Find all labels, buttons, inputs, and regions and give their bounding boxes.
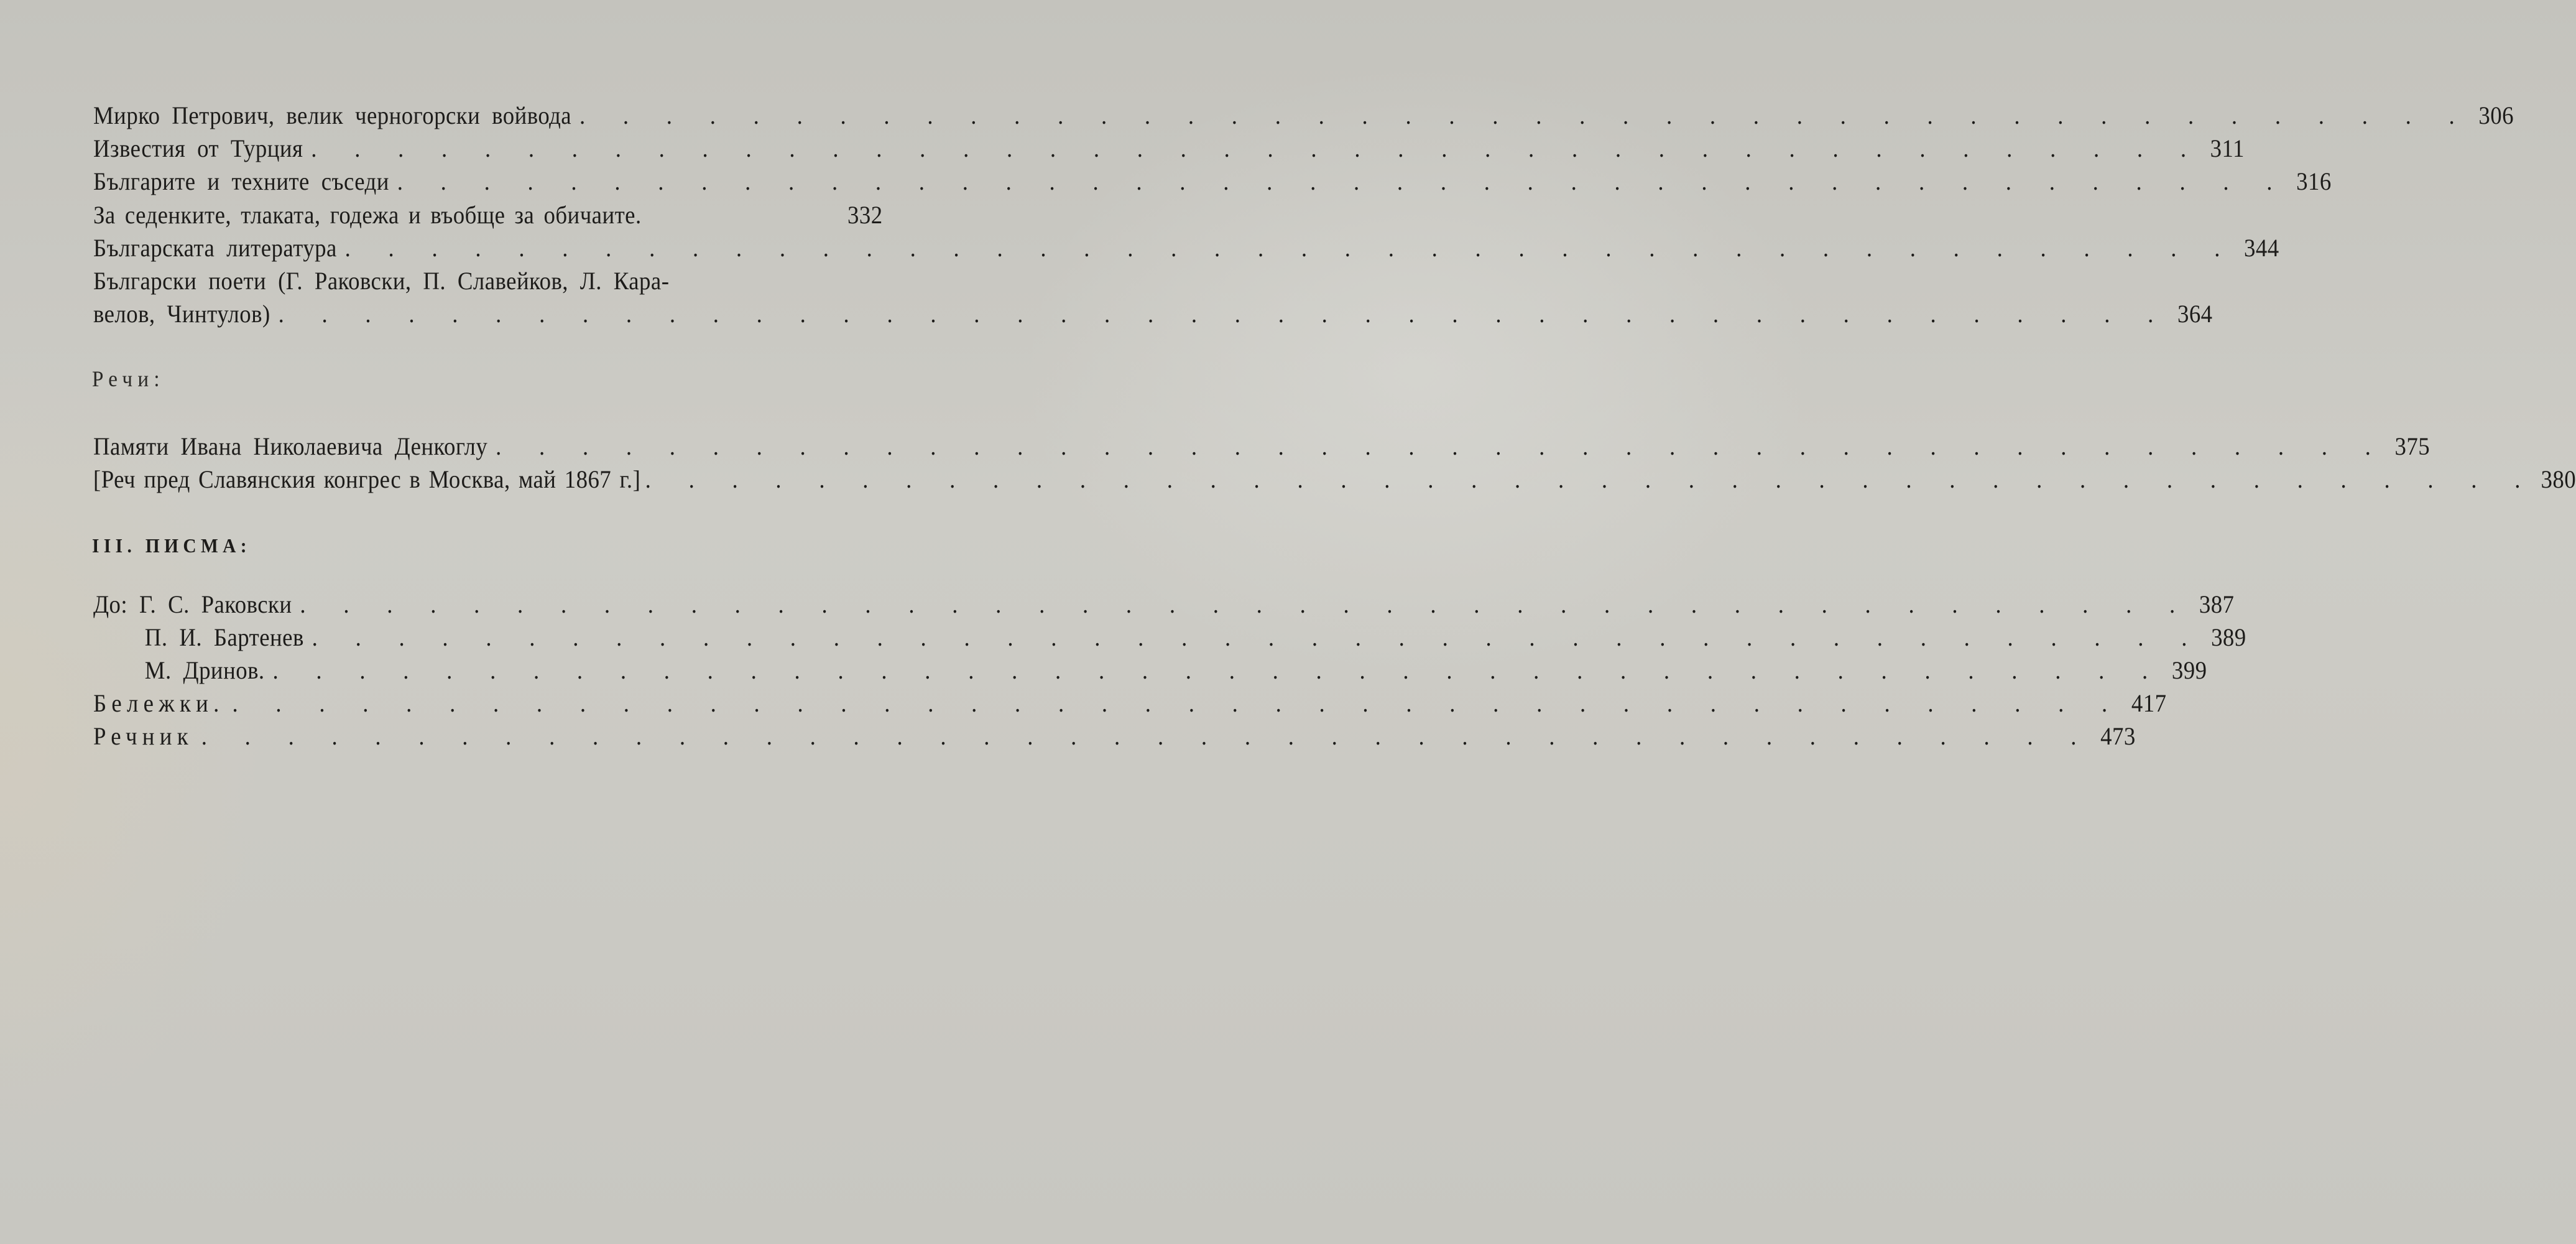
toc-entry-page: 306 bbox=[2478, 101, 2514, 129]
toc-entry-page: 417 bbox=[2131, 689, 2167, 717]
toc-entry-title: Речник bbox=[93, 722, 193, 750]
toc-entry-title: [Реч пред Славянския конгрес в Москва, май 1867 г.] bbox=[93, 465, 641, 493]
toc-entry-title-line1: Български поети (Г. Раковски, П. Славейков, Л. Кара- bbox=[93, 267, 670, 295]
toc-entry-title: М. Дринов. bbox=[144, 656, 265, 684]
toc-entry-title: Българската литература bbox=[93, 234, 337, 262]
toc-entry-page: 387 bbox=[2199, 590, 2235, 618]
toc-entry-title: До: Г. С. Раковски bbox=[93, 590, 292, 618]
toc-entry bbox=[93, 463, 2576, 496]
toc-entry-page: 380 bbox=[2541, 465, 2576, 493]
toc-entry-page: 311 bbox=[2210, 134, 2245, 162]
section-heading-speeches: Речи: bbox=[92, 366, 165, 391]
leader-dots: . . . . . . . . . . . . . . . . . . . . . . . . . . . . . . . . . . . . . . . . . . . . bbox=[272, 656, 2164, 684]
toc-entry bbox=[93, 165, 2332, 198]
leader-dots: . . . . . . . . . . . . . . . . . . . . . . . . . . . . . . . . . . . . . . . . . . . . bbox=[300, 590, 2191, 618]
toc-entry bbox=[93, 298, 2213, 330]
toc-entry-title: Памяти Ивана Николаевича Денкоглу bbox=[93, 432, 488, 460]
toc-entry-title: Бележки. bbox=[93, 689, 224, 717]
toc-entry-page: 316 bbox=[2296, 167, 2332, 195]
toc-entry-title: Известия от Турция bbox=[93, 134, 303, 162]
toc-entry bbox=[93, 100, 2514, 132]
toc-entry-line1 bbox=[93, 265, 883, 297]
toc-entry-page: 375 bbox=[2394, 432, 2431, 460]
toc-entry-title: П. И. Бартенев bbox=[144, 623, 304, 651]
toc-entry bbox=[93, 199, 883, 231]
leader-dots: . . . . . . . . . . . . . . . . . . . . . . . . . . . . . . . . . . . . . . . . . . . . bbox=[278, 300, 2170, 328]
toc-entry-title: За седенките, тлаката, годежа и въобще за обичаите. bbox=[93, 201, 642, 229]
leader-dots: . . . . . . . . . . . . . . . . . . . . . . . . . . . . . . . . . . . . . . . . . . . . bbox=[397, 167, 2289, 195]
leader-dots: . . . . . . . . . . . . . . . . . . . . . . . . . . . . . . . . . . . . . . . . . . . . bbox=[496, 432, 2387, 460]
toc-entry-page: 364 bbox=[2177, 300, 2213, 328]
toc-entry bbox=[93, 720, 2136, 753]
leader-dots: . . . . . . . . . . . . . . . . . . . . . . . . . . . . . . . . . . . . . . . . . . . . bbox=[579, 101, 2471, 129]
toc-entry bbox=[93, 588, 2235, 621]
leader-dots: . . . . . . . . . . . . . . . . . . . . . . . . . . . . . . . . . . . . . . . . . . . . bbox=[311, 134, 2202, 162]
toc-entry bbox=[93, 232, 2279, 264]
toc-entry-title: Мирко Петрович, велик черногорски войвода bbox=[93, 101, 572, 129]
toc-entry-page: 473 bbox=[2100, 722, 2136, 750]
toc-entry-page: 344 bbox=[2244, 234, 2279, 262]
toc-entry-page: 389 bbox=[2211, 623, 2246, 651]
toc-entry-page: 399 bbox=[2171, 656, 2207, 684]
toc-entry bbox=[93, 132, 2245, 165]
toc-entry-title-line2: велов, Чинтулов) bbox=[93, 300, 270, 328]
leader-dots: . . . . . . . . . . . . . . . . . . . . . . . . . . . . . . . . . . . . . . . . . . . . bbox=[312, 623, 2204, 651]
leader-dots: . . . . . . . . . . . . . . . . . . . . . . . . . . . . . . . . . . . . . . . . . . . . bbox=[645, 465, 2537, 493]
leader-dots: . . . . . . . . . . . . . . . . . . . . . . . . . . . . . . . . . . . . . . . . . . . . bbox=[232, 689, 2124, 717]
leader-dots: . . . . . . . . . . . . . . . . . . . . . . . . . . . . . . . . . . . . . . . . . . . . bbox=[344, 234, 2237, 262]
leader-dots: . . . . . . . . . . . . . . . . . . . . . . . . . . . . . . . . . . . . . . . . . . . . bbox=[201, 722, 2093, 750]
toc-entry bbox=[93, 621, 2246, 654]
section-heading-letters: III. ПИСМА: bbox=[92, 534, 251, 557]
toc-entry-page: 332 bbox=[847, 201, 883, 229]
toc-entry bbox=[93, 430, 2431, 463]
toc-entry bbox=[93, 687, 2167, 720]
toc-entry bbox=[93, 654, 2207, 687]
toc-entry-title: Българите и техните съседи bbox=[93, 167, 389, 195]
